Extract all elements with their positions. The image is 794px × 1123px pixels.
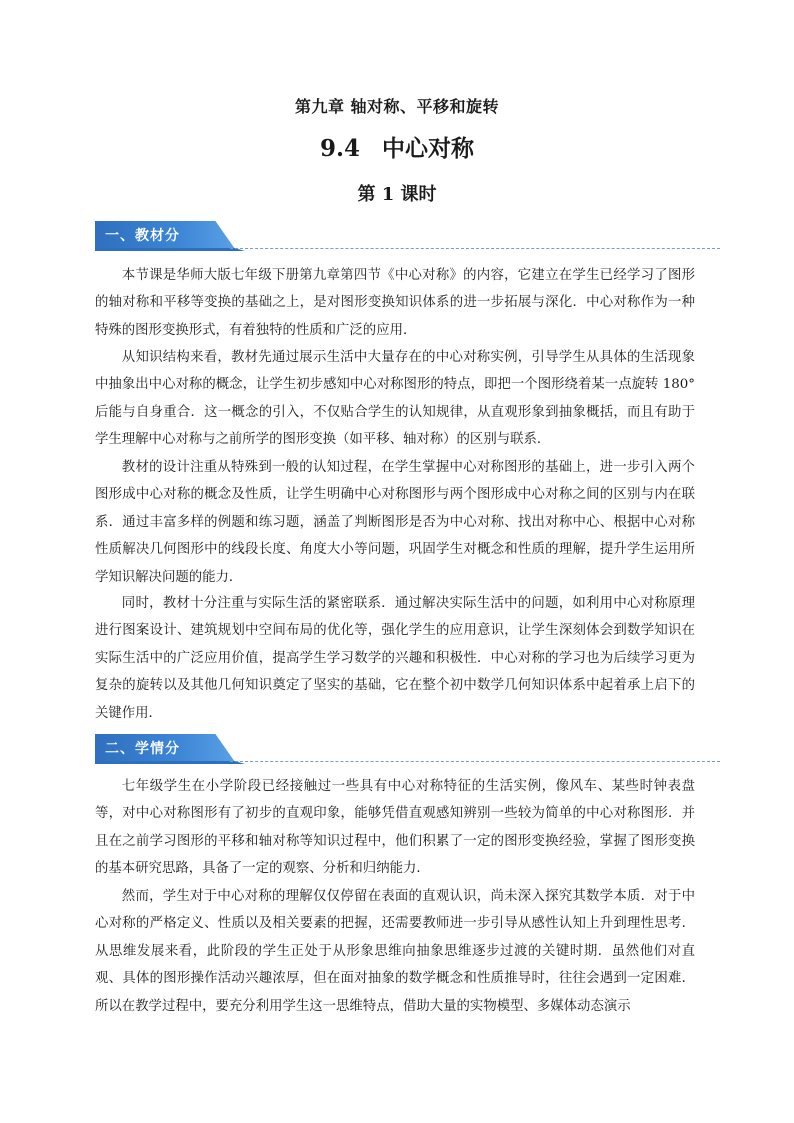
section-underline: [95, 761, 245, 764]
section-header-textbook-analysis: [95, 221, 720, 253]
paragraph: 从知识结构来看，教材先通过展示生活中大量存在的中心对称实例，引导学生从具体的生活现象中抽象出中心对称的概念，让学生初步感知中心对称图形的特点，即把一个图形绕着某一点旋转 180° 后能与自身重合．这一概念的引入，不仅贴合学生的认知规律，从直观形象到抽象概括，而且有助于学生理解中心对称与之前所学的图形变换（如平移、轴对称）的区别与联系．: [95, 350, 695, 448]
paragraph: 同时，教材十分注重与实际生活的紧密联系．通过解决实际生活中的问题，如利用中心对称原理进行图案设计、建筑规划中空间布局的优化等，强化学生的应用意识，让学生深刻体会到数学知识在实际生活中的广泛应用价值，提高学生学习数学的兴趣和积极性．中心对称的学习也为后续学习更为复杂的旋转以及其他几何知识奠定了坚实的基础，它在整个初中数学几何知识体系中起着承上启下的关键作用．: [95, 596, 695, 721]
lesson-title: 9.4 中心对称: [319, 135, 475, 162]
section-dashed-rule: [230, 248, 720, 249]
section-label: 一、教材分: [105, 228, 180, 244]
period-title: 第 1 课时: [357, 184, 437, 205]
paragraph: 教材的设计注重从特殊到一般的认知过程，在学生掌握中心对称图形的基础上，进一步引入两个图形成中心对称的概念及性质，让学生明确中心对称图形与两个图形成中心对称之间的区别与内在联系．通过丰富多样的例题和练习题，涵盖了判断图形是否为中心对称、找出对称中心、根据中心对称性质解决几何图形中的线段长度、角度大小等问题，巩固学生对概念和性质的理解，提升学生运用所学知识解决问题的能力．: [95, 460, 695, 585]
section-dashed-rule: [230, 761, 720, 762]
section-header-student-analysis: [95, 734, 720, 766]
paragraph: 本节课是华师大版七年级下册第九章第四节《中心对称》的内容，它建立在学生已经学习了图形的轴对称和平移等变换的基础之上，是对图形变换知识体系的进一步拓展与深化．中心对称作为一种特殊的图形变换形式，有着独特的性质和广泛的应用．: [95, 268, 695, 338]
paragraph: 七年级学生在小学阶段已经接触过一些具有中心对称特征的生活实例，像风车、某些时钟表盘等，对中心对称图形有了初步的直观印象，能够凭借直观感知辨别一些较为简单的中心对称图形．并且在之前学习图形的平移和轴对称等知识过程中，他们积累了一定的图形变换经验，掌握了图形变换的基本研究思路，具备了一定的观察、分析和归纳能力．: [95, 779, 695, 877]
paragraph: 然而，学生对于中心对称的理解仅仅停留在表面的直观认识，尚未深入探究其数学本质．对于中心对称的严格定义、性质以及相关要素的把握，还需要教师进一步引导从感性认知上升到理性思考．从思维发展来看，此阶段的学生正处于从形象思维向抽象思维逐步过渡的关键时期．虽然他们对直观、具体的图形操作活动兴趣浓厚，但在面对抽象的数学概念和性质推导时，往往会遇到一定困难．所以在教学过程中，要充分利用学生这一思维特点，借助大量的实物模型、多媒体动态演示: [95, 889, 695, 1014]
chapter-title: 第九章 轴对称、平移和旋转: [294, 97, 500, 116]
section-underline: [95, 248, 245, 251]
section-label: 二、学情分: [105, 741, 180, 757]
